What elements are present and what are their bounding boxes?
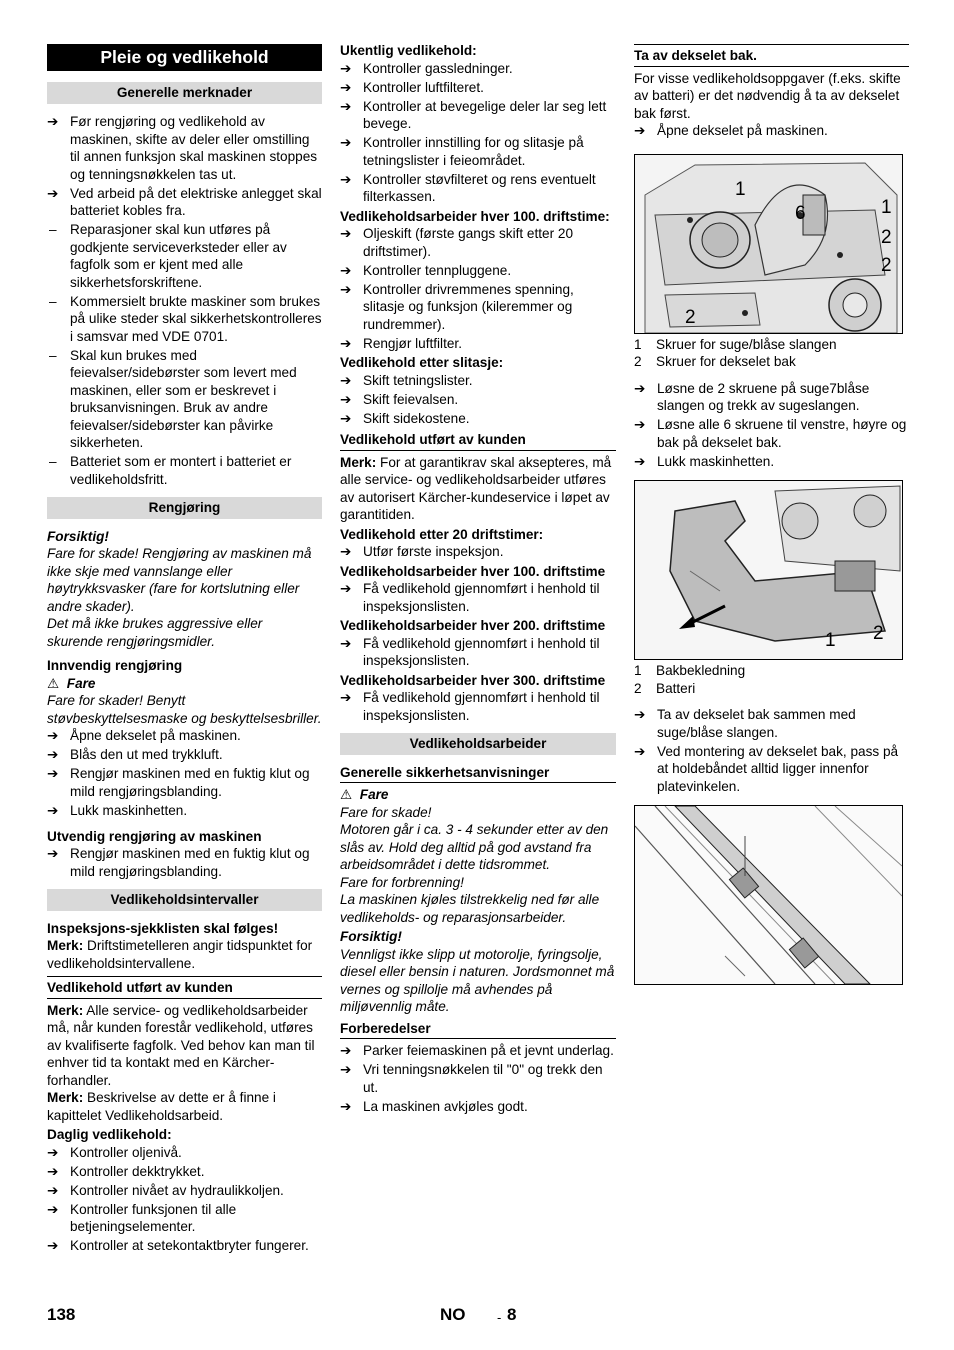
section-heading-intervaller: Vedlikeholdsintervaller <box>47 889 322 911</box>
list-item <box>47 1237 322 1255</box>
arrow-icon: ➔ <box>47 1238 59 1253</box>
list-step1 <box>634 122 909 140</box>
list-item-text: Kontroller dekktrykket. <box>70 1163 205 1179</box>
list-item <box>47 1201 322 1236</box>
list-item-text: Skal kun brukes med feievalser/sidebørster som levert med maskinen, eller som er beskrevet i bruksanvisningen. Bruk av andre feievalser/sidebørster kan påvirke sikkerheten. <box>70 347 297 450</box>
column-left <box>47 44 322 1256</box>
list-item <box>47 347 322 452</box>
arrow-icon: ➔ <box>47 1144 59 1160</box>
language-code: NO <box>440 1305 466 1324</box>
arrow-icon: ➔ <box>47 766 59 781</box>
arrow-icon: ➔ <box>340 1098 352 1114</box>
subheading-innvendig: Innvendig rengjøring <box>47 658 183 673</box>
list-item-text: Oljeskift (første gangs skift etter 20 driftstimer). <box>363 226 574 259</box>
arrow-icon: ➔ <box>47 1163 59 1179</box>
list-item <box>340 262 616 280</box>
callout-label: 2 <box>873 623 884 644</box>
list-item-text: Få vedlikehold gjennomført i henhold til inspeksjonslisten. <box>363 581 600 614</box>
list-item-text: Kontroller oljenivå. <box>70 1144 182 1160</box>
list-item <box>47 1163 322 1181</box>
list-item <box>47 293 322 346</box>
list-item-text: Kontroller støvfilteret og rens eventuelt filterkassen. <box>363 171 596 204</box>
list-20 <box>340 543 616 561</box>
subheading-100: Vedlikeholdsarbeider hver 100. driftstime: <box>340 208 610 224</box>
section-heading-generelle: Generelle merknader <box>47 82 322 104</box>
list-item <box>340 635 616 670</box>
list-item-text: Blås den ut med trykkluft. <box>70 747 223 762</box>
list-item <box>340 225 616 260</box>
subheading-utvendig: Utvendig rengjøring av maskinen <box>47 828 262 844</box>
list-slitasje <box>340 372 616 428</box>
list-item-text: Reparasjoner skal kun utføres på godkjente serviceverksteder eller av fagfolk som er kjent med alle sikkerhetsforskriftene. <box>70 222 287 290</box>
subheading-slitasje: Vedlikehold etter slitasje: <box>340 355 504 370</box>
list-generelle <box>47 113 322 488</box>
arrow-icon: ➔ <box>340 335 352 351</box>
arrow-icon: ➔ <box>340 98 352 114</box>
list-item-text: Skift sidekostene. <box>363 410 470 426</box>
list-item-text: Kontroller innstilling for og slitasje på tetningslister i feieområdet. <box>363 135 584 168</box>
arrow-icon: ➔ <box>634 743 646 759</box>
arrow-icon: ➔ <box>340 1062 352 1077</box>
list-item <box>634 416 909 451</box>
list-ukentlig <box>340 60 616 206</box>
figure-rear-cover <box>634 480 903 660</box>
arrow-icon: ➔ <box>634 417 646 432</box>
arrow-icon: ➔ <box>47 747 59 762</box>
arrow-icon: ➔ <box>340 60 352 76</box>
list-item-text: Kontroller luftfilteret. <box>363 79 484 95</box>
subheading-20: Vedlikehold etter 20 driftstimer: <box>340 526 544 542</box>
callout-label: 2 <box>685 306 696 328</box>
list-item-text: Rengjør maskinen med en fuktig klut og mild rengjøringsblanding. <box>70 766 310 799</box>
list-item <box>47 746 322 764</box>
list-item <box>340 543 616 561</box>
intro-text: For visse vedlikeholdsoppgaver (f.eks. skifte av batteri) er det nødvendig å ta av dekselet bak først. <box>634 70 901 121</box>
list-item-text: Vri tenningsnøkkelen til "0" og trekk den ut. <box>363 1062 603 1095</box>
danger-text: Fare for forbrenning! <box>340 874 464 890</box>
list-k100 <box>340 580 616 615</box>
list-item <box>47 802 322 820</box>
list-item-text: Batteriet som er montert i batteriet er vedlikeholdsfritt. <box>70 454 292 487</box>
note: Merk: For at garantikrav skal aksepteres, må alle service- og vedlikeholdsarbeider utføres av autorisert Kärcher-kundeservice i løpet av garantitiden. <box>340 454 612 522</box>
section-heading-arbeider: Vedlikeholdsarbeider <box>340 733 616 755</box>
list-item <box>634 122 909 140</box>
list-forberedelser <box>340 1042 616 1115</box>
caution-label: Forsiktig! <box>47 528 109 544</box>
danger-text: Fare for skade! <box>340 804 432 820</box>
arrow-icon: ➔ <box>340 226 352 241</box>
list-item <box>47 453 322 488</box>
arrow-icon: ➔ <box>340 581 352 596</box>
arrow-icon: ➔ <box>340 372 352 388</box>
caution-label: Forsiktig! <box>340 929 402 944</box>
subheading-k300: Vedlikeholdsarbeider hver 300. driftstime <box>340 672 606 688</box>
list-item <box>634 453 909 471</box>
strap-detail-illustration <box>635 806 902 984</box>
list-item-text: Kontroller at setekontaktbryter fungerer. <box>70 1238 309 1253</box>
section-heading-rengjoring: Rengjøring <box>47 497 322 519</box>
page-title: Pleie og vedlikehold <box>47 44 322 71</box>
list-item <box>47 221 322 291</box>
footer-separator: - <box>497 1310 502 1325</box>
list-item <box>340 580 616 615</box>
note: Merk: Driftstimetelleren angir tidspunktet for vedlikeholdsintervallene. <box>47 938 313 971</box>
list-item-text: Rengjør maskinen med en fuktig klut og mild rengjøringsblanding. <box>70 846 310 879</box>
list-item <box>634 743 909 796</box>
arrow-icon: ➔ <box>47 185 59 201</box>
subheading-checklist: Inspeksjons-sjekklisten skal følges! <box>47 920 279 936</box>
rear-cover-illustration <box>635 481 902 659</box>
arrow-icon: ➔ <box>47 846 59 861</box>
engine-bay-illustration <box>635 155 902 333</box>
callout-label: 1 <box>881 196 892 218</box>
list-item <box>340 1061 616 1096</box>
list-item-text: Før rengjøring og vedlikehold av maskinen, skifte av deler eller omstilling til annen funksjon skal maskinen stoppes og tenningsnøkkelen tas ut. <box>70 114 318 182</box>
arrow-icon: ➔ <box>340 171 352 187</box>
list-item <box>47 727 322 745</box>
caution-text: Det må ikke brukes aggressive eller skurende rengjøringsmidler. <box>47 616 263 649</box>
list-item <box>340 410 616 428</box>
danger-text: Motoren går i ca. 3 - 4 sekunder etter av den slås av. Hold deg alltid på god avstand fra arbeidsområdet i dette tidsrommet. <box>340 822 609 872</box>
figure-caption <box>634 336 909 371</box>
list-item <box>340 335 616 353</box>
list-step3 <box>634 706 909 795</box>
arrow-icon: ➔ <box>47 802 59 818</box>
list-item <box>340 281 616 334</box>
subheading-k200: Vedlikeholdsarbeider hver 200. driftstime <box>340 618 606 633</box>
caution-text: Fare for skade! Rengjøring av maskinen må ikke skje med vannslange eller høytrykksvasker (fare for kortslutning eller andre skader). <box>47 546 312 614</box>
arrow-icon: ➔ <box>634 453 646 469</box>
list-item-text: Ved arbeid på det elektriske anlegget skal batteriet kobles fra. <box>70 185 322 218</box>
arrow-icon: ➔ <box>340 544 352 559</box>
callout-label: 2 <box>881 254 892 276</box>
arrow-icon: ➔ <box>634 380 646 396</box>
list-item-text: Skift tetningslister. <box>363 372 473 388</box>
dash-bullet: – <box>49 454 57 469</box>
list-k200 <box>340 635 616 670</box>
caption-row: 2 Skruer for dekselet bak <box>634 354 796 369</box>
list-item <box>340 98 616 133</box>
list-item <box>47 845 322 880</box>
arrow-icon: ➔ <box>340 690 352 705</box>
list-item <box>340 134 616 169</box>
callout-label: 1 <box>735 178 746 200</box>
arrow-icon: ➔ <box>47 728 59 743</box>
arrow-icon: ➔ <box>340 635 352 651</box>
arrow-icon: ➔ <box>340 391 352 407</box>
arrow-icon: ➔ <box>47 114 59 129</box>
list-daglig <box>47 1144 322 1255</box>
figure-engine-bay <box>634 154 903 334</box>
list-item-text: Kontroller gassledninger. <box>363 60 513 76</box>
list-item <box>47 1144 322 1162</box>
subheading-sikkerhet: Generelle sikkerhetsanvisninger <box>340 764 616 784</box>
arrow-icon: ➔ <box>340 1043 352 1058</box>
list-item-text: Kontroller nivået av hydraulikkoljen. <box>70 1182 284 1198</box>
note: Merk: Alle service- og vedlikeholdsarbeider må, når kunden forestår vedlikehold, utføres av kvalifiserte fagfolk. Ved behov kan man til enhver tid ta kontakt med en Kärcher-forhandler. <box>47 1002 315 1088</box>
callout-label: 1 <box>825 630 836 651</box>
list-item-text: Skift feievalsen. <box>363 391 459 407</box>
section-page-number: 8 <box>507 1305 517 1324</box>
caption-row: 1 Skruer for suge/blåse slangen <box>634 336 837 352</box>
arrow-icon: ➔ <box>340 79 352 95</box>
danger-text: Fare for skader! Benytt støvbeskyttelsesmaske og beskyttelsesbriller. <box>47 693 322 726</box>
list-item <box>634 706 909 741</box>
list-item-text: Kontroller tennpluggene. <box>363 262 512 278</box>
list-item-text: Åpne dekselet på maskinen. <box>657 123 828 138</box>
list-item <box>340 391 616 409</box>
warning-icon: ⚠ <box>340 787 353 802</box>
list-item <box>47 765 322 800</box>
list-item-text: Lukk maskinhetten. <box>70 802 188 818</box>
arrow-icon: ➔ <box>634 123 646 138</box>
arrow-icon: ➔ <box>340 135 352 150</box>
list-item <box>47 185 322 220</box>
list-item-text: Kontroller funksjonen til alle betjeningselementer. <box>70 1201 237 1234</box>
callout-label: 2 <box>881 226 892 248</box>
list-item-text: Kommersielt brukte maskiner som brukes på ulike steder skal sikkerhetskontrolleres i samsvar med VDE 0701. <box>70 293 322 344</box>
list-item <box>340 1042 616 1060</box>
list-item <box>340 79 616 97</box>
list-item-text: Ved montering av dekselet bak, pass på at holdebåndet alltid ligger innenfor platevinkelen. <box>657 743 899 794</box>
subheading-kunden: Vedlikehold utført av kunden <box>47 976 322 999</box>
list-step2 <box>634 380 909 471</box>
danger-text: La maskinen kjøles tilstrekkelig ned før alle vedlikeholds- og reparasjonsarbeider. <box>340 892 600 925</box>
list-item <box>340 171 616 206</box>
list-item-text: Få vedlikehold gjennomført i henhold til inspeksjonslisten. <box>363 690 600 723</box>
arrow-icon: ➔ <box>340 410 352 426</box>
list-item <box>340 372 616 390</box>
column-middle <box>340 44 616 1117</box>
list-item-text: Åpne dekselet på maskinen. <box>70 728 241 743</box>
list-item <box>634 380 909 415</box>
list-item-text: Utfør første inspeksjon. <box>363 544 504 559</box>
list-item <box>340 60 616 78</box>
list-item-text: Få vedlikehold gjennomført i henhold til inspeksjonslisten. <box>363 635 600 668</box>
list-item-text: Kontroller at bevegelige deler lar seg lett bevege. <box>363 98 607 131</box>
caution-text: Vennligst ikke slipp ut motorolje, fyringsolje, diesel eller bensin i naturen. Jordsmonnet må vernes og spillolje må avhendes på miljøvennlig måte. <box>340 946 615 1014</box>
dash-bullet: – <box>49 293 57 309</box>
danger-label: ⚠ Fare <box>47 675 96 691</box>
figure-caption <box>634 662 909 697</box>
list-item-text: Kontroller drivremmenes spenning, slitasje og funksjon (kileremmer og rundremmer). <box>363 281 574 332</box>
arrow-icon: ➔ <box>47 1182 59 1198</box>
list-item-text: Lukk maskinhetten. <box>657 453 775 469</box>
list-utvendig <box>47 845 322 880</box>
note: Merk: Beskrivelse av dette er å finne i kapittelet Vedlikeholdsarbeid. <box>47 1090 276 1123</box>
list-k300 <box>340 689 616 724</box>
caption-row: 1 Bakbekledning <box>634 663 746 678</box>
warning-icon: ⚠ <box>47 675 60 691</box>
arrow-icon: ➔ <box>340 262 352 278</box>
list-item-text: Rengjør luftfilter. <box>363 335 462 351</box>
list-item-text: La maskinen avkjøles godt. <box>363 1098 528 1114</box>
arrow-icon: ➔ <box>47 1201 59 1217</box>
list-item-text: Parker feiemaskinen på et jevnt underlag. <box>363 1043 614 1058</box>
column-right <box>634 44 909 985</box>
list-item-text: Løsne alle 6 skruene til venstre, høyre og bak på dekselet bak. <box>657 417 907 450</box>
subheading-ukentlig: Ukentlig vedlikehold: <box>340 43 477 58</box>
subheading-kunden: Vedlikehold utført av kunden <box>340 431 616 451</box>
figure-strap-detail <box>634 805 903 985</box>
page-number: 138 <box>47 1305 76 1324</box>
list-item-text: Løsne de 2 skruene på suge7blåse slangen og trekk av sugeslangen. <box>657 380 870 413</box>
list-item <box>47 1182 322 1200</box>
list-item-text: Ta av dekselet bak sammen med suge/blåse slangen. <box>657 707 856 740</box>
subheading-deksel: Ta av dekselet bak. <box>634 44 909 67</box>
arrow-icon: ➔ <box>634 707 646 722</box>
dash-bullet: – <box>49 347 57 363</box>
callout-label: 6 <box>795 202 806 224</box>
subheading-forberedelser: Forberedelser <box>340 1020 616 1040</box>
list-item <box>340 1098 616 1116</box>
subheading-k100: Vedlikeholdsarbeider hver 100. driftstime <box>340 563 606 579</box>
list-item <box>47 113 322 183</box>
list-item <box>340 689 616 724</box>
arrow-icon: ➔ <box>340 281 352 297</box>
list-100 <box>340 225 616 352</box>
dash-bullet: – <box>49 222 57 237</box>
caption-row: 2 Batteri <box>634 680 696 696</box>
danger-label: ⚠ Fare <box>340 787 389 802</box>
subheading-daglig: Daglig vedlikehold: <box>47 1127 172 1142</box>
list-innvendig <box>47 727 322 819</box>
